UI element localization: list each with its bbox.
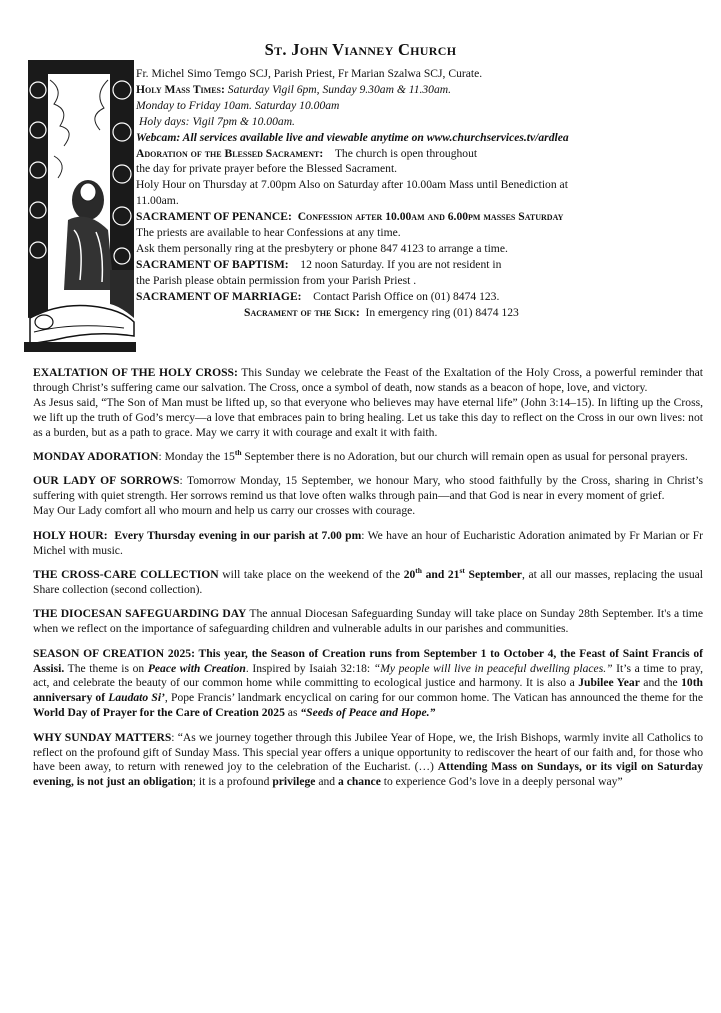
article-heading: THE CROSS-CARE COLLECTION <box>33 567 219 581</box>
church-title: St. John Vianney Church <box>264 40 457 59</box>
pieta-woodcut-illustration <box>24 60 136 352</box>
penance-label: SACRAMENT OF PENANCE: <box>136 210 292 224</box>
article-heading: HOLY HOUR: <box>33 528 108 542</box>
marriage-label: SACRAMENT OF MARRIAGE: <box>136 289 302 303</box>
marriage-line: SACRAMENT OF MARRIAGE: Contact Parish Office on (01) 8474 123. <box>136 289 500 303</box>
article-heading: SEASON OF CREATION 2025: This year, the Season of Creation runs from September 1 to October 4, the Feast of Saint Francis of Assisi. <box>33 646 703 675</box>
sick-line: Sacrament of the Sick: In emergency ring (01) 8474 123 <box>244 305 519 319</box>
season-of-creation-article: SEASON OF CREATION 2025: This year, the Season of Creation runs from September 1 to October 4, the Feast of Saint Francis of Assisi. The theme is on Peace with Creation. Inspired by Isaiah 32:18: “My people will live in peaceful dwelling places.” It’s a time to pray, act, and celebrate the beauty of our common home while committing to ecological justice and harmony. It is also a Jubilee Year and the 10th anniversary of Laudato Si’, Pope Francis’ landmark encyclical on caring for our common home. The Vatican has announced the theme for the World Day of Prayer for the Care of Creation 2025 as “Seeds of Peace and Hope.” <box>33 646 703 720</box>
baptism-text-2: the Parish please obtain permission from your Parish Priest . <box>136 273 417 287</box>
cross-care-article: THE CROSS-CARE COLLECTION will take place on the weekend of the 20th and 21st September, at all our masses, replacing the usual Share collection (second collection). <box>33 566 704 596</box>
mass-times-label: Holy Mass Times: <box>136 82 225 96</box>
baptism-label: SACRAMENT OF BAPTISM: <box>136 257 289 271</box>
article-heading: WHY SUNDAY MATTERS <box>33 730 172 744</box>
baptism-line: SACRAMENT OF BAPTISM: 12 noon Saturday. If you are not resident in <box>136 257 502 271</box>
bulletin-articles <box>33 366 703 800</box>
safeguarding-article: THE DIOCESAN SAFEGUARDING DAY The annual Diocesan Safeguarding Sunday will take place on Sunday 28th September. It's a time when we reflect on the importance of safeguarding children and vulnerable adults in our parishes and communities. <box>33 607 703 636</box>
holy-hour-article: HOLY HOUR: Every Thursday evening in our parish at 7.00 pm: We have an hour of Eucharistic Adoration animated by Fr Marian or Fr Michel with music. <box>33 528 703 557</box>
article-heading: MONDAY ADORATION <box>33 450 159 464</box>
sick-label: Sacrament of the Sick: <box>244 305 360 319</box>
penance-line: SACRAMENT OF PENANCE: Confession after 10.00am and 6.00pm masses Saturday <box>136 210 564 224</box>
adoration-line: Adoration of the Blessed Sacrament: The church is open throughout <box>136 146 478 160</box>
adoration-label: Adoration of the Blessed Sacrament: <box>136 146 324 160</box>
article-heading: OUR LADY OF SORROWS <box>33 474 180 488</box>
weekday-mass-line: Monday to Friday 10am. Saturday 10.00am <box>136 98 340 112</box>
clergy-line: Fr. Michel Simo Temgo SCJ, Parish Priest, Fr Marian Szalwa SCJ, Curate. <box>136 67 483 80</box>
adoration-line-2: the day for private prayer before the Blessed Sacrament. <box>136 162 398 176</box>
our-lady-of-sorrows-article: OUR LADY OF SORROWS: Tomorrow Monday, 15 September, we honour Mary, who stood faithfully by the Cross, sharing in Christ’s suffering with quiet strength. Her sorrows remind us that love often walks through pain—and that God is near in every moment of grief. May Our Lady comfort all who mourn and help us carry our crosses with courage. <box>33 474 703 518</box>
article-heading: THE DIOCESAN SAFEGUARDING DAY <box>33 607 247 621</box>
parish-information-block <box>136 66 716 321</box>
article-heading: EXALTATION OF THE HOLY CROSS: <box>33 366 238 379</box>
monday-adoration-article: MONDAY ADORATION: Monday the 15th September there is no Adoration, but our church will remain open as usual for personal prayers. <box>33 448 688 464</box>
holy-hour-line-2: 11.00am. <box>136 194 179 208</box>
mass-times-line: Holy Mass Times: Saturday Vigil 6pm, Sunday 9.30am & 11.30am. <box>136 82 452 96</box>
exaltation-article: EXALTATION OF THE HOLY CROSS: This Sunday we celebrate the Feast of the Exaltation of the Holy Cross, a powerful reminder that through Christ’s suffering came our salvation. The Cross, once a symbol of death, now stands as a beacon of hope, love, and victory. As Jesus said, “The Son of Man must be lifted up, so that everyone who believes may have eternal life” (John 3:14–15). In lifting up the Cross, we lift up the truth of God’s mercy—a love that embraces pain to bring healing. Let us take this day to reflect on the Cross in our own lives: not as a burden, but as a path to grace. May we carry it with courage and exalt it with faith. <box>33 366 703 439</box>
webcam-line: Webcam: All services available live and viewable anytime on www.churchservices.tv/ardlea <box>136 130 569 144</box>
holy-days-line: Holy days: Vigil 7pm & 10.00am. <box>139 114 295 128</box>
holy-hour-line: Holy Hour on Thursday at 7.00pm Also on Saturday after 10.00am Mass until Benediction at <box>136 178 568 192</box>
penance-text-1: The priests are available to hear Confessions at any time. <box>136 226 401 240</box>
penance-text-2: Ask them personally ring at the presbytery or phone 847 4123 to arrange a time. <box>136 241 508 255</box>
why-sunday-matters-article: WHY SUNDAY MATTERS: “As we journey together through this Jubilee Year of Hope, we, the Irish Bishops, warmly invite all Catholics to reflect on the profound gift of Sunday Mass. This special year offers a unique opportunity to rediscover the heart of our faith and, for those who have been away, to return with renewed joy to the celebration of the Eucharist. (…) Attending Mass on Sundays, or its vigil on Saturday evening, is not just an obligation; it is a profound privilege and a chance to experience God’s love in a deeply personal way” <box>33 730 703 789</box>
